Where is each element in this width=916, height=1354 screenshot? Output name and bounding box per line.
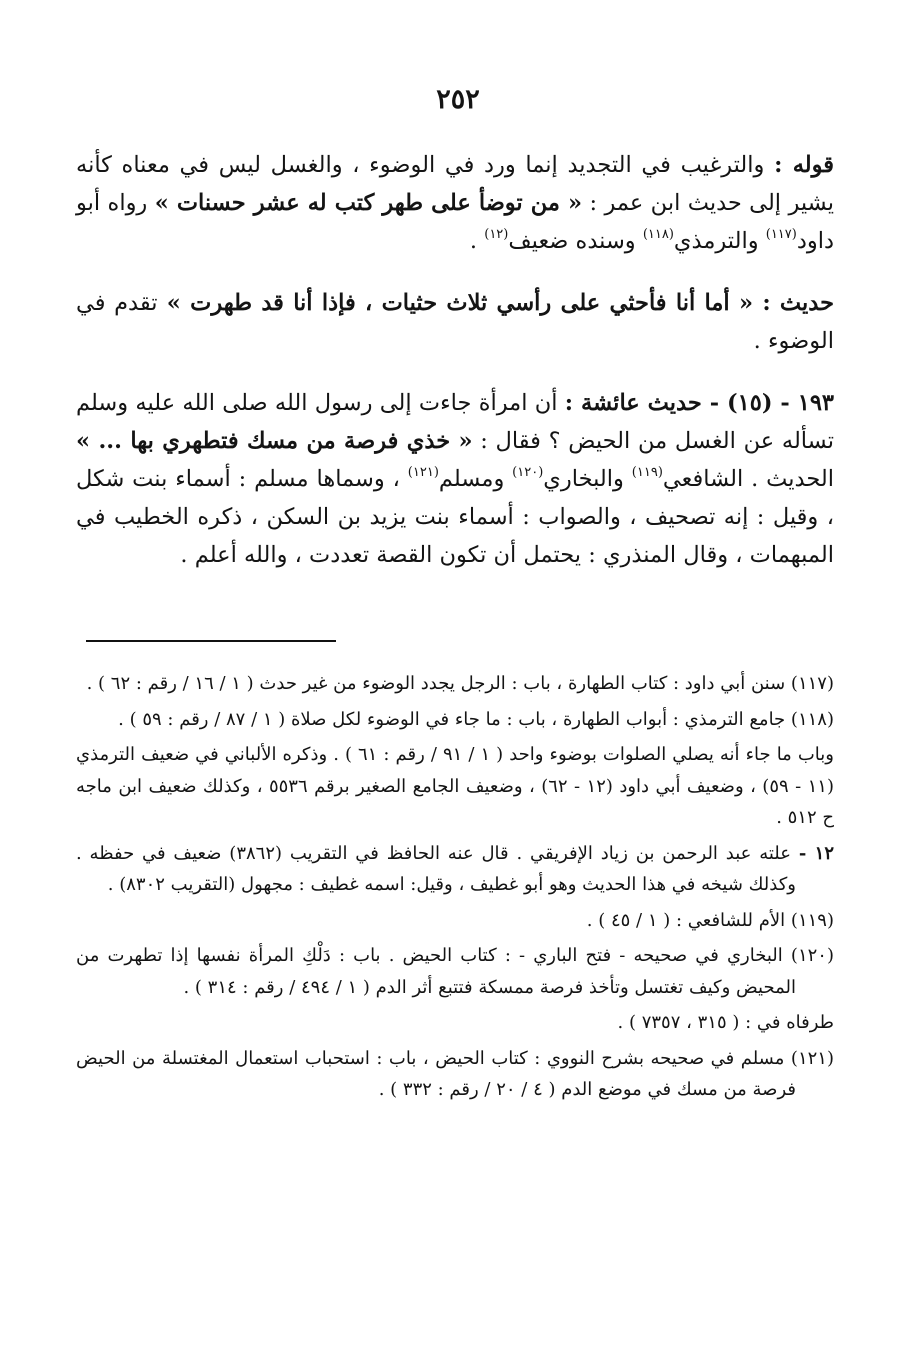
footnote-text: جامع الترمذي : أبواب الطهارة ، باب : ما جاء في الوضوء لكل صلاة ( ١ / ٨٧ / رقم : ٥٩ ) . xyxy=(118,708,786,730)
footnote-text: البخاري في صحيحه - فتح الباري - : كتاب الحيض . باب : دَلْكِ المرأة نفسها إذا تطهرت من المحيض وكيف تغتسل وتأخذ فرصة ممسكة فتتبع أثر الدم ( ١ / ٤٩٤ / رقم : ٣١٤ ) . xyxy=(76,945,796,998)
paragraph-text: . xyxy=(469,228,485,254)
footnote-text: طرفاه في : ( ٣١٥ ، ٧٣٥٧ ) . xyxy=(617,1012,834,1033)
footnote xyxy=(76,905,834,937)
paragraph-text: رواه أبو داود xyxy=(76,190,834,254)
paragraph-qawluh xyxy=(76,146,834,260)
paragraph-lead: قوله : xyxy=(774,152,834,178)
footnote-ref: (١٢٠) xyxy=(512,465,544,480)
footnote xyxy=(76,1043,834,1106)
paragraph-text: ، وسماها مسلم : أسماء بنت شكل ، وقيل : إنه تصحيف ، والصواب : أسماء بنت يزيد بن السكن ، ذكره الخطيب في المبهمات ، وقال المنذري : يحتمل أن تكون القصة تعددت ، والله أعلم . xyxy=(76,466,834,568)
hadith-quote: « أما أنا فأحثي على رأسي ثلاث حثيات ، فإذا أنا قد طهرت » xyxy=(157,290,763,316)
footnote-number: ١٢ - xyxy=(798,842,834,864)
footnote-ref: (١١٧) xyxy=(765,227,797,242)
hadith-quote: « خذي فرصة من مسك فتطهري بها ... » xyxy=(76,428,473,454)
paragraph-text: والبخاري xyxy=(543,466,632,492)
footnote-text: مسلم في صحيحه بشرح النووي : كتاب الحيض ، باب : استحباب استعمال المغتسلة من الحيض فرصة من مسك في موضع الدم ( ٤ / ٢٠ / رقم : ٣٣٢ ) . xyxy=(76,1047,796,1100)
paragraph-text: والترغيب في التجديد إنما ورد في الوضوء ، والغسل ليس في معناه كأنه يشير إلى حديث ابن عمر : xyxy=(76,152,834,216)
footnote-number: (١٢١) xyxy=(790,1047,834,1069)
footnote-text: الأم للشافعي : ( ١ / ٤٥ ) . xyxy=(586,909,786,931)
footnote xyxy=(76,668,834,700)
footnote xyxy=(76,838,834,901)
paragraph-hadith-193 xyxy=(76,384,834,574)
paragraph-text: ومسلم xyxy=(438,466,513,492)
paragraph-lead: حديث : xyxy=(762,290,835,316)
paragraph-text: أن امرأة جاءت إلى رسول الله صلى الله عليه وسلم تسأله عن الغسل من الحيض ؟ فقال : xyxy=(76,390,834,454)
paragraph-hadith xyxy=(76,284,834,360)
footnote-ref: (١٢) xyxy=(484,227,509,242)
footnote-text: وباب ما جاء أنه يصلي الصلوات بوضوء واحد ( ١ / ٩١ / رقم : ٦١ ) . وذكره الألباني في ضعيف الترمذي (١١ - ٥٩) ، وضعيف أبي داود (١٢ - ٦٢) ، وضعيف الجامع الصغير برقم ٥٥٣٦ ، وكذلك ضعيف ابن ماجه ح ٥١٢ . xyxy=(76,744,834,828)
footnote-ref: (١١٨) xyxy=(642,227,674,242)
footnote-number: (١١٧) xyxy=(790,673,834,694)
footnote-number: (١٢٠) xyxy=(790,945,834,966)
footnote-ref: (١٢١) xyxy=(407,465,439,480)
page-number: ٢٥٢ xyxy=(436,84,480,115)
paragraph-text: تقدم في الوضوء . xyxy=(76,290,834,354)
footnote-continuation xyxy=(76,739,834,834)
paragraph-text: وسنده ضعيف xyxy=(508,228,643,254)
hadith-number-heading: ١٩٣ - (١٥) - حديث عائشة : xyxy=(564,390,834,416)
footnote-text: علته عبد الرحمن بن زياد الإفريقي . قال عنه الحافظ في التقريب (٣٨٦٢) ضعيف في حفظه . وكذلك شيخه في هذا الحديث وهو أبو غطيف ، وقيل: اسمه غطيف : مجهول (التقريب ٨٣٠٢) . xyxy=(76,842,796,895)
footnote-number: (١١٩) xyxy=(790,909,834,931)
footnote xyxy=(76,704,834,736)
footnote-continuation xyxy=(76,1007,834,1039)
hadith-quote: « من توضأ على طهر كتب له عشر حسنات » xyxy=(154,190,583,216)
paragraph-text: والترمذي xyxy=(673,228,766,254)
footnote-separator xyxy=(86,640,336,642)
footnote xyxy=(76,940,834,1003)
paragraph-text: الحديث . الشافعي xyxy=(662,466,834,492)
footnote-text: سنن أبي داود : كتاب الطهارة ، باب : الرجل يجدد الوضوء من غير حدث ( ١ / ١٦ / رقم : ٦٢ ) . xyxy=(86,673,786,694)
footnotes xyxy=(76,668,834,1110)
footnote-number: (١١٨) xyxy=(790,708,834,730)
footnote-ref: (١١٩) xyxy=(631,465,663,480)
